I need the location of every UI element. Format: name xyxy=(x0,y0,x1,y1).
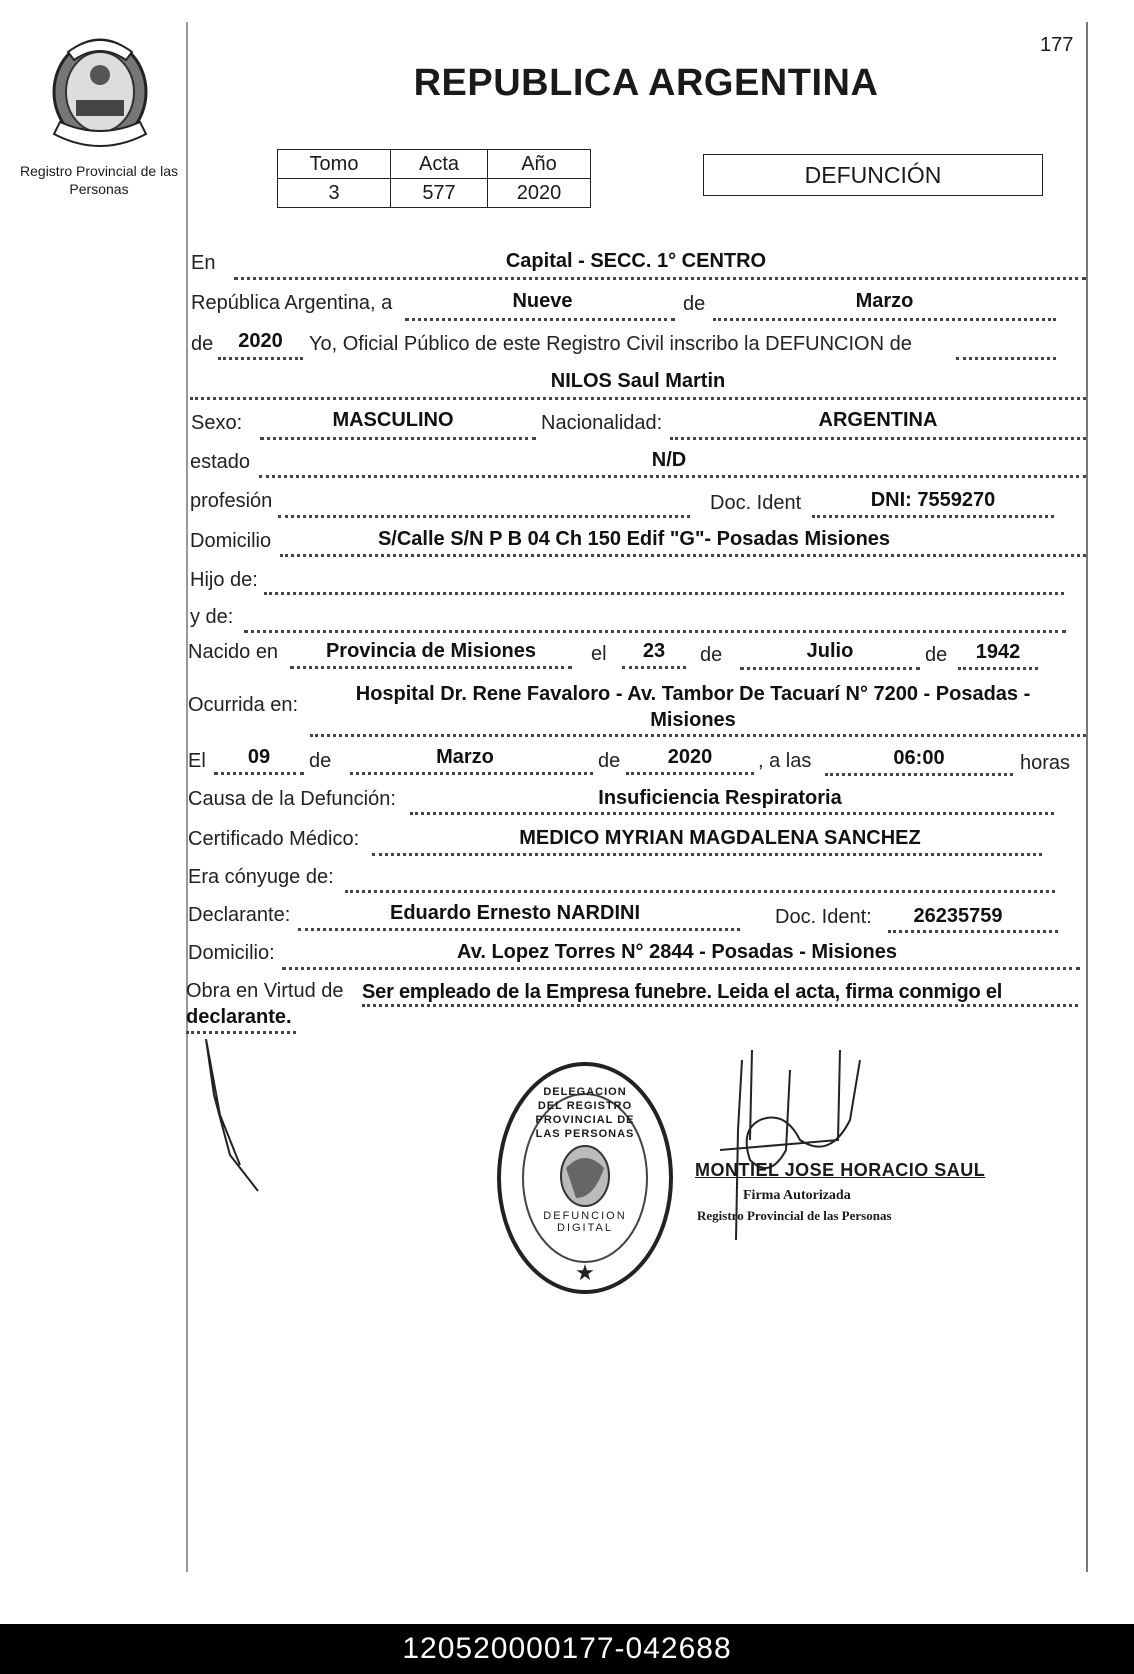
label-domicilio: Domicilio: xyxy=(188,942,275,964)
declarant-value: Eduardo Ernesto NARDINI xyxy=(389,902,641,924)
record-type-box: DEFUNCIÓN xyxy=(703,154,1043,196)
dotted-line xyxy=(290,666,572,669)
dotted-line xyxy=(259,475,1086,478)
dotted-line xyxy=(234,277,1086,280)
medical-certificate-value: MEDICO MYRIAN MAGDALENA SANCHEZ xyxy=(519,827,921,849)
label-sexo: Sexo: xyxy=(191,412,243,434)
death-place-line1: Hospital Dr. Rene Favaloro - Av. Tambor De Tacuarí N° 7200 - Posadas - xyxy=(355,683,1031,705)
dotted-line xyxy=(280,554,1086,557)
nationality-value: ARGENTINA xyxy=(818,409,938,431)
label-y-de: y de: xyxy=(190,606,234,628)
dotted-line xyxy=(405,318,675,321)
registry-signature-label: Registro Provincial de las Personas xyxy=(697,1208,892,1223)
dotted-line xyxy=(740,667,920,670)
dotted-line xyxy=(362,1004,1078,1007)
birth-month-value: Julio xyxy=(806,640,854,662)
dotted-line xyxy=(410,812,1054,815)
table-cell: 577 xyxy=(391,179,488,208)
label-profesion: profesión xyxy=(190,490,273,512)
dotted-line xyxy=(812,515,1054,518)
dotted-line xyxy=(264,592,1064,595)
birth-day-value: 23 xyxy=(642,640,666,662)
table-cell: 2020 xyxy=(488,179,591,208)
dotted-line xyxy=(310,734,1086,737)
dotted-line xyxy=(956,357,1056,360)
record-table xyxy=(277,149,591,208)
page-number: 177 xyxy=(1040,34,1074,56)
signature-stroke-left xyxy=(200,1035,280,1195)
label-a-las: , a las xyxy=(758,750,812,772)
label-yo-oficial: Yo, Oficial Público de este Registro Civil inscribo la DEFUNCION de xyxy=(309,333,912,355)
barcode-number-footer: 120520000177-042688 xyxy=(0,1624,1134,1674)
death-month-value: Marzo xyxy=(436,746,494,768)
label-de: de xyxy=(598,750,621,772)
cause-value: Insuficiencia Respiratoria xyxy=(598,787,842,809)
death-year-value: 2020 xyxy=(667,746,713,768)
address-value: S/Calle S/N P B 04 Ch 150 Edif "G"- Posadas Misiones xyxy=(377,528,891,550)
civil-status-value: N/D xyxy=(651,449,687,471)
label-el: El xyxy=(188,750,206,772)
declarant-doc-value: 26235759 xyxy=(913,905,1003,927)
table-cell: 3 xyxy=(278,179,391,208)
label-domicilio: Domicilio xyxy=(190,530,272,552)
dotted-line xyxy=(958,667,1038,670)
label-conyuge: Era cónyuge de: xyxy=(188,866,334,888)
dotted-line xyxy=(713,318,1056,321)
dotted-line xyxy=(186,1031,296,1034)
label-hijo-de: Hijo de: xyxy=(190,569,258,591)
authorized-signature-label: Firma Autorizada xyxy=(743,1188,851,1203)
declarant-address-value: Av. Lopez Torres N° 2844 - Posadas - Misiones xyxy=(457,941,897,963)
label-en: En xyxy=(191,252,216,274)
province-seal-logo xyxy=(40,30,160,150)
dotted-line xyxy=(670,437,1086,440)
dotted-line xyxy=(298,928,740,931)
label-causa: Causa de la Defunción: xyxy=(188,788,396,810)
dotted-line xyxy=(244,630,1066,633)
birth-year-value: 1942 xyxy=(975,641,1021,663)
dotted-line xyxy=(190,397,1086,400)
sex-value: MASCULINO xyxy=(332,409,454,431)
label-nacionalidad: Nacionalidad: xyxy=(541,412,663,434)
label-de: de xyxy=(925,644,948,666)
label-doc-ident: Doc. Ident xyxy=(710,492,802,514)
dotted-line xyxy=(825,773,1013,776)
label-republica: República Argentina, a xyxy=(191,292,393,314)
label-estado: estado xyxy=(190,451,251,473)
table-header: Tomo xyxy=(278,150,391,179)
table-header: Acta xyxy=(391,150,488,179)
dotted-line xyxy=(622,666,686,669)
virtue-line2: declarante. xyxy=(186,1006,292,1028)
day-word-value: Nueve xyxy=(512,290,573,312)
death-time-value: 06:00 xyxy=(893,747,945,769)
label-de: de xyxy=(683,293,706,315)
page-title: REPUBLICA ARGENTINA xyxy=(413,62,879,104)
dotted-line xyxy=(278,515,690,518)
dotted-line xyxy=(214,772,304,775)
label-ocurrida-en: Ocurrida en: xyxy=(188,694,299,716)
dotted-line xyxy=(888,930,1058,933)
birth-place-value: Provincia de Misiones xyxy=(325,640,537,662)
label-el: el xyxy=(591,643,607,665)
deceased-name-value: NILOS Saul Martin xyxy=(550,370,726,392)
place-value: Capital - SECC. 1° CENTRO xyxy=(505,250,767,272)
doc-id-value: DNI: 7559270 xyxy=(870,489,996,511)
death-place-line2: Misiones xyxy=(650,709,736,731)
table-header: Año xyxy=(488,150,591,179)
label-horas: horas xyxy=(1020,752,1071,774)
year-value: 2020 xyxy=(238,330,283,352)
month-value: Marzo xyxy=(855,290,914,312)
label-certificado: Certificado Médico: xyxy=(188,828,360,850)
label-declarante: Declarante: xyxy=(188,904,291,926)
stamp-ring-text: DELEGACION DEL REGISTRO PROVINCIAL DE LAS PERSONAS xyxy=(535,1086,635,1140)
dotted-line xyxy=(350,772,593,775)
virtue-line1: Ser empleado de la Empresa funebre. Leida el acta, firma conmigo el xyxy=(362,981,1003,1003)
death-day-value: 09 xyxy=(247,746,271,768)
dotted-line xyxy=(372,853,1042,856)
svg-text:★: ★ xyxy=(575,1261,595,1286)
dotted-line xyxy=(626,772,754,775)
official-name: MONTIEL JOSE HORACIO SAUL xyxy=(695,1160,986,1180)
label-de: de xyxy=(309,750,332,772)
dotted-line xyxy=(218,357,303,360)
dotted-line xyxy=(260,437,536,440)
label-doc-ident: Doc. Ident: xyxy=(775,906,872,928)
label-de: de xyxy=(700,644,723,666)
label-obra-en-virtud: Obra en Virtud de xyxy=(186,980,344,1002)
dotted-line xyxy=(282,967,1080,970)
registry-name: Registro Provincial de las Personas xyxy=(20,163,178,197)
right-margin-line xyxy=(1086,22,1088,1572)
label-nacido-en: Nacido en xyxy=(188,641,279,663)
label-de: de xyxy=(191,333,214,355)
dotted-line xyxy=(345,890,1055,893)
stamp-inner-text: DEFUNCION DIGITAL xyxy=(543,1210,627,1234)
